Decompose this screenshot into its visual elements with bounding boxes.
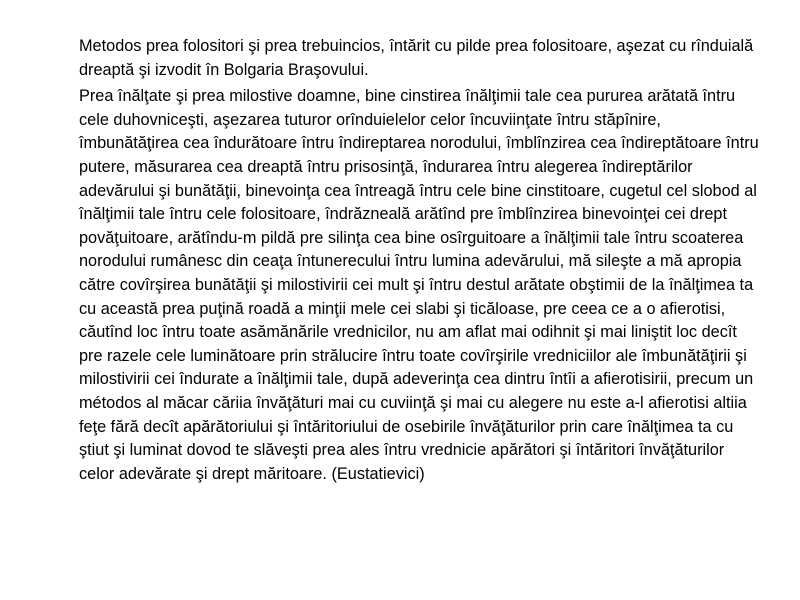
paragraph-title: Metodos prea folositori şi prea trebuincios, întărit cu pilde prea folositoare, aşezat cu rînduială dreaptă şi izvodit în Bolgaria Braşovului. xyxy=(79,37,754,79)
paragraph-body: Prea înălţate şi prea milostive doamne, bine cinstirea înălţimii tale cea pururea arătată întru cele duhovniceşti, aşezarea tuturor orînduielelor celor încuviinţate întru stăpînire, îmbunătăţirea cea îndurătoare întru îndireptarea norodului, îmblînzirea cea îndireptătoare întru putere, măsurarea cea dreaptă întru prisosinţă, îndurarea întru alegerea îndireptărilor adevărului şi bunătăţii, binevoinţa cea întreagă întru cele bine cinstitoare, cugetul cel slobod al înălţimii tale întru cele folositoare, îndrăzneală arătînd pre îmblînzirea binevoinţei cei drept povăţuitoare, arătîndu-m pildă pre silinţa cea bine osîrguitoare a înălţimii tale întru scoaterea norodului rumânesc din ceaţa întunerecului întru lumina adevărului, mă sileşte a mă apropia către covîrşirea bunătăţii şi milostivirii cei mult şi întru destul arătate obştimii de la înălţimea ta cu această prea puţină roadă a minţii mele cei slabi şi ticăloase, pre ceea ce a o afierotisi, căutînd loc întru toate asămănările vrednicilor, nu am aflat mai odihnit şi mai liniştit loc decît pre razele cele luminătoare prin strălucire întru toate covîrşirile vredniciilor ale îmbunătăţirii şi milostivirii cei îndurate a înălţimii tale, după adeverinţa cea dintru întîi a afierotisirii, precum un métodos al măcar căriia învăţături mai cu cuviinţă şi mai cu alegere nu este a-l afierotisi altiia feţe fără decît apărătoriului şi întăritoriului de osebirile învăţăturilor prin care înălţimea ta cu ştiut şi luminat dovod te slăveşti prea ales întru vrednicie apărători şi întăritori învăţăturilor celor adevărate şi drept măritoare. (Eustatievici) xyxy=(79,87,759,483)
